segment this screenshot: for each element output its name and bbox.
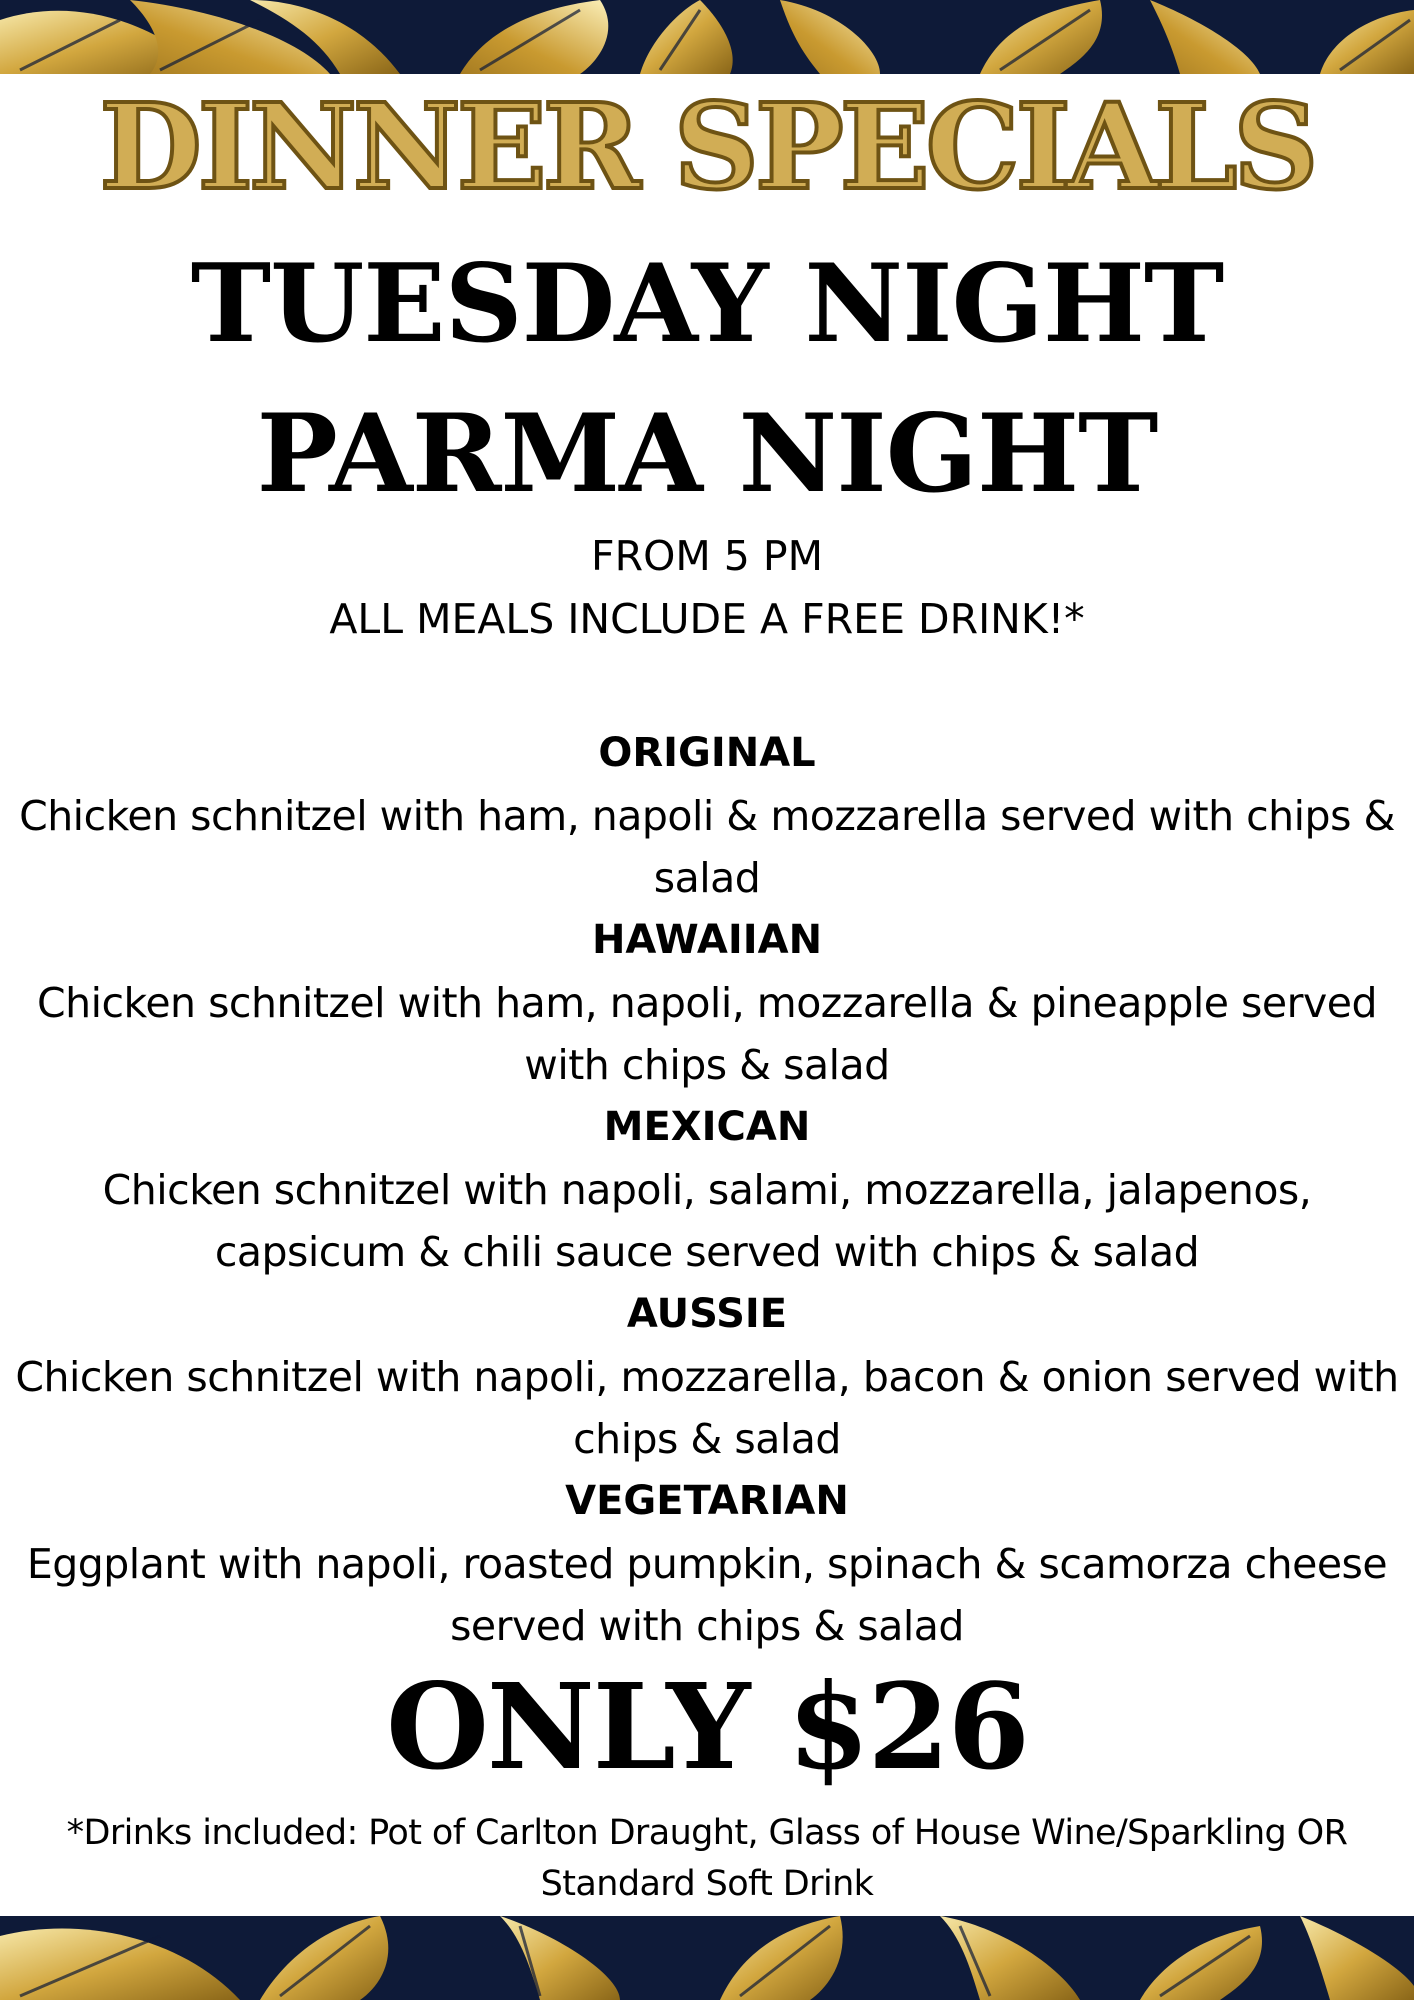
menu-item-name: AUSSIE (626, 1291, 788, 1337)
menu-item-aussie (0, 1283, 1414, 1470)
menu-item-original (0, 722, 1414, 909)
menu-item-description: Eggplant with napoli, roasted pumpkin, spinach & scamorza cheese served with chips & salad (26, 1540, 1388, 1650)
menu-item-hawaiian (0, 909, 1414, 1096)
bottom-leaf-banner (0, 1916, 1414, 2000)
menu-item-description: Chicken schnitzel with ham, napoli, mozzarella & pineapple served with chips & salad (37, 979, 1377, 1089)
tropical-leaves-icon (0, 1916, 1414, 2000)
top-leaf-banner (0, 0, 1414, 74)
menu-item-name: ORIGINAL (598, 730, 816, 776)
menu-item-name: VEGETARIAN (565, 1478, 849, 1524)
dinner-specials-title: DINNER SPECIALS (99, 77, 1315, 216)
menu-item-description: Chicken schnitzel with napoli, salami, mozzarella, jalapenos, capsicum & chili sauce served with chips & salad (102, 1166, 1312, 1276)
tropical-leaves-icon (0, 0, 1414, 74)
menu-item-mexican (0, 1096, 1414, 1283)
menu-item-description: Chicken schnitzel with napoli, mozzarella, bacon & onion served with chips & salad (15, 1353, 1399, 1463)
menu-item-vegetarian (0, 1470, 1414, 1657)
free-drink-note: ALL MEALS INCLUDE A FREE DRINK!* (329, 595, 1085, 643)
parma-night-heading: PARMA NIGHT (256, 391, 1158, 517)
drinks-footnote: *Drinks included: Pot of Carlton Draught, Glass of House Wine/Sparkling OR Standard Soft Drink (66, 1813, 1348, 1904)
menu-item-name: MEXICAN (603, 1104, 811, 1150)
menu-list (0, 722, 1414, 1657)
menu-item-name: HAWAIIAN (591, 917, 823, 963)
menu-item-description: Chicken schnitzel with ham, napoli & mozzarella served with chips & salad (19, 792, 1395, 902)
tuesday-night-heading: TUESDAY NIGHT (190, 241, 1224, 367)
start-time: FROM 5 PM (591, 532, 823, 580)
price-heading: ONLY $26 (386, 1657, 1028, 1796)
